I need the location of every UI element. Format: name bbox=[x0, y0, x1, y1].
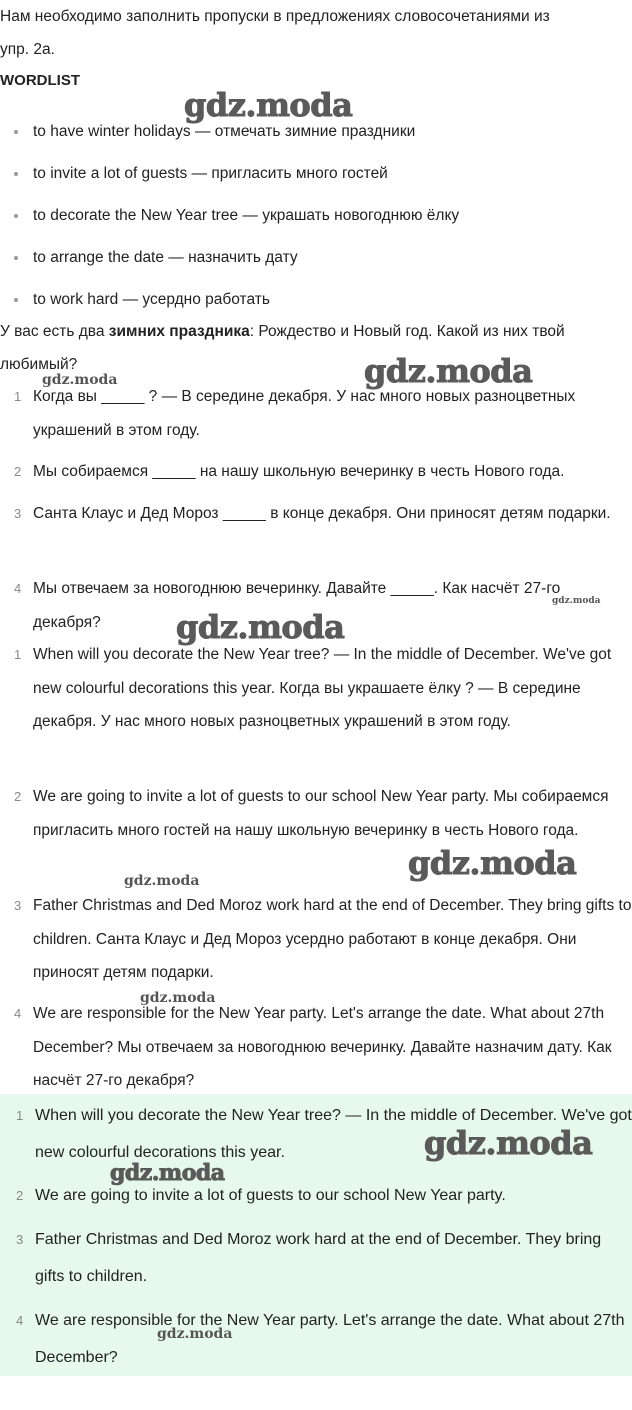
watermark: gdz.moda bbox=[157, 1326, 233, 1342]
watermark: gdz.moda bbox=[364, 352, 533, 390]
item-text: When will you decorate the New Year tree? — In the middle of December. We've got new colourful decorations this year. Когда вы украшаете ёлку ? — В середине декабря. У нас много новых разноцветных украшений в этом году. bbox=[33, 646, 612, 730]
bullet-icon bbox=[14, 256, 18, 260]
item-text: We are responsible for the New Year party. Let's arrange the date. What about 27th December? bbox=[35, 1312, 625, 1366]
watermark: gdz.moda bbox=[110, 1160, 225, 1186]
item-number: 3 bbox=[14, 506, 22, 521]
question-suffix: : Рождество и Новый год. Какой из них твой bbox=[249, 323, 565, 340]
intro-line-1: Нам необходимо заполнить пропуски в предложениях словосочетаниями из bbox=[0, 8, 550, 25]
watermark: gdz.moda bbox=[552, 596, 601, 606]
item-number: 3 bbox=[14, 898, 22, 913]
item-number: 4 bbox=[14, 1006, 22, 1021]
answer-box bbox=[0, 1094, 632, 1376]
bullet-icon bbox=[14, 130, 18, 134]
item-number: 2 bbox=[14, 789, 22, 804]
item-number: 3 bbox=[16, 1232, 24, 1247]
item-text: We are going to invite a lot of guests to our school New Year party. bbox=[35, 1187, 506, 1204]
item-number: 1 bbox=[14, 647, 22, 662]
wordlist-item-text: to decorate the New Year tree — украшать новогоднюю ёлку bbox=[33, 207, 460, 224]
item-text: When will you decorate the New Year tree? — In the middle of December. We've got new colourful decorations this year. bbox=[35, 1107, 632, 1161]
wordlist-item-text: to invite a lot of guests — пригласить много гостей bbox=[33, 165, 388, 182]
wordlist bbox=[0, 114, 632, 324]
wordlist-item bbox=[0, 114, 632, 156]
question-prefix: У вас есть два bbox=[0, 323, 109, 340]
intro-line-2: упр. 2а. bbox=[0, 41, 55, 58]
item-number: 1 bbox=[14, 389, 22, 404]
bullet-icon bbox=[14, 172, 18, 176]
question-line-1 bbox=[0, 315, 565, 348]
wordlist-item bbox=[0, 156, 632, 198]
item-text: Санта Клаус и Дед Мороз _____ в конце декабря. Они приносят детям подарки. bbox=[33, 505, 611, 522]
question-line-2: любимый? bbox=[0, 356, 78, 373]
item-text: Мы отвечаем за новогоднюю вечеринку. Давайте _____. Как насчёт 27-го декабря? bbox=[33, 580, 561, 631]
item-text: We are going to invite a lot of guests to our school New Year party. Мы собираемся пригласить много гостей на нашу школьную вечеринку в честь Нового года. bbox=[33, 788, 609, 839]
item-text: We are responsible for the New Year party. Let's arrange the date. What about 27th December? Мы отвечаем за новогоднюю вечеринку. Давайте назначим дату. Как насчёт 27-го декабря? bbox=[33, 1005, 612, 1089]
bullet-icon bbox=[14, 214, 18, 218]
wordlist-item-text: to work hard — усердно работать bbox=[33, 291, 270, 308]
wordlist-item-text: to arrange the date — назначить дату bbox=[33, 249, 298, 266]
watermark: gdz.moda bbox=[140, 990, 216, 1006]
watermark: gdz.moda bbox=[176, 608, 345, 646]
wordlist-item bbox=[0, 240, 632, 282]
item-number: 2 bbox=[14, 464, 22, 479]
item-number: 4 bbox=[14, 581, 22, 596]
item-text: Мы собираемся _____ на нашу школьную вечеринку в честь Нового года. bbox=[33, 463, 565, 480]
item-text: Когда вы _____ ? — В середине декабря. У нас много новых разноцветных украшений в этом году. bbox=[33, 388, 576, 439]
item-number: 1 bbox=[16, 1108, 24, 1123]
watermark: gdz.moda bbox=[42, 372, 118, 388]
watermark: gdz.moda bbox=[184, 86, 353, 124]
item-text: Father Christmas and Ded Moroz work hard at the end of December. They bring gifts to children. Санта Клаус и Дед Мороз усердно работают в конце декабря. Они приносят детям подарки. bbox=[33, 897, 632, 981]
wordlist-item-text: to have winter holidays — отмечать зимние праздники bbox=[33, 123, 416, 140]
watermark: gdz.moda bbox=[424, 1124, 593, 1162]
watermark: gdz.moda bbox=[408, 844, 577, 882]
watermark: gdz.moda bbox=[124, 873, 200, 889]
wordlist-item bbox=[0, 198, 632, 240]
item-text: Father Christmas and Ded Moroz work hard at the end of December. They bring gifts to children. bbox=[35, 1231, 602, 1285]
question-bold: зимних праздника bbox=[108, 323, 250, 340]
wordlist-title: WORDLIST bbox=[0, 72, 80, 89]
item-number: 2 bbox=[16, 1188, 24, 1203]
bullet-icon bbox=[14, 298, 18, 302]
item-number: 4 bbox=[16, 1313, 24, 1328]
